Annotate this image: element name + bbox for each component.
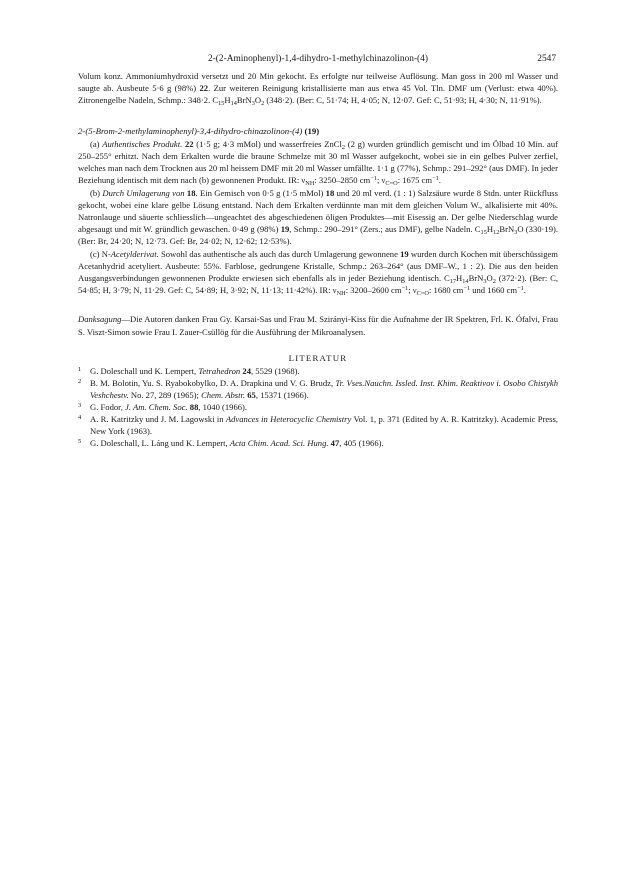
reference-item: 1 G. Doleschall und K. Lempert, Tetrahedron 24, 5529 (1968). <box>78 365 300 376</box>
intro-paragraph: Volum konz. Ammoniumhydroxid versetzt und 20 Min gekocht. Es erfolgte nur teilweise Auflösung. Man goss in 200 ml Wasser und saugte ab. Ausbeute 5·6 g (98%) 22. Zur weiteren Reinigung kristallisierte man aus etwa 45 Vol. Tln. DMF um (Verlust: etwa 40%). Zitronengelbe Nadeln, Schmp.: 348·2. $C_{15}H_{14}BrN_3O_2$ (348·2). (Ber: C, 51·74; H, 4·05; N, 12·07. Gef: C, 51·93; H, 4·30; N, 11·91%). <box>78 71 558 108</box>
acknowledgement: Danksagung—Die Autoren danken Frau Gy. Karsai-Sas und Frau M. Szirányi-Kiss für die Aufnahme der IR Spektren, Frl. K. Ófalvi, Frau S. Viszt-Simon sowie Frau I. Zauer-Csüllög für die Ausführung der Mikroanalysen. <box>78 314 558 337</box>
reference-item: 3 G. Fodor, J. Am. Chem. Soc. 88, 1040 (1966). <box>78 401 248 412</box>
section-heading: 2-(5-Brom-2-methylaminophenyl)-3,4-dihydro-chinazolinon-(4) (19) <box>78 125 320 136</box>
reference-item: 2 B. M. Bolotin, Yu. S. Ryabokobylko, D. A. Drapkina und V. G. Brudz, Tr. Vses.Nauchn. Issled. Inst. Khim. Reaktivov i. Osobo Chistykh Veshchestv. No. 27, 289 (1965); Chem. Abstr. 65, 15371 (1966). <box>78 377 558 400</box>
reference-list <box>78 365 558 449</box>
reference-item: 5 G. Doleschall, L. Láng und K. Lempert, Acta Chim. Acad. Sci. Hung. 47, 405 (1966). <box>78 437 384 448</box>
literature-heading: LITERATUR <box>288 352 348 363</box>
page-number: 2547 <box>537 54 556 64</box>
journal-page <box>78 54 558 449</box>
reference-item: 4 A. R. Katritzky und J. M. Lagowski in Advances in Heterocyclic Chemistry Vol. 1, p. 371 (Edited by A. R. Katritzky). Academic Press, New York (1963). <box>78 413 558 436</box>
running-head <box>78 54 558 70</box>
paragraph-a: (a) Authentisches Produkt. 22 (1·5 g; 4·3 mMol) und wasserfreies ZnCl$_2$ (2 g) wurden gründlich gemischt und im Ölbad 10 Min. auf 250–255° erhitzt. Nach dem Erkalten wurde die braune Schmelze mit 30 ml Wasser aufgekocht, wobei sie in ein gelbes Pulver zerfiel, welches man nach dem Trocknen aus 20 ml heissem DMF mit 20 ml Wasser umfällte. 1·1 g (77%), Schmp.: 291–292° (aus DMF). In jeder Beziehung identisch mit dem nach (b) gewonnenen Produkt. IR: $\nu_{NH}$: 3250–2850 $cm^{-1}$; $\nu_{C=O}$: 1675 $cm^{-1}$. <box>78 138 558 188</box>
running-title: 2-(2-Aminophenyl)-1,4-dihydro-1-methylchinazolinon-(4) <box>208 54 428 64</box>
paragraph-c: (c) N-Acetylderivat. Sowohl das authentische als auch das durch Umlagerung gewonnene 19 wurden durch Kochen mit überschüssigem Acetanhydrid acetyliert. Ausbeute: 55%. Farblose, gedrungene Kristalle, Schmp.: 263–264° (aus DMF–W., 1 : 2). Die aus den beiden Ausgangsverbindungen gewonnenen Produkte erwiesen sich ebenfalls als in jeder Beziehung identisch. $C_{17}H_{14}BrN_3O_2$ (372·2). (Ber: C, 54·85; H, 3·79; N, 11·29. Gef: C, 54·89; H, 3·92; N, 11·13; 11·42%). IR: $\nu_{NH}$: 3200–2600 $cm^{-1}$; $\nu_{C=O}$: 1680 $cm^{-1}$ und 1660 $cm^{-1}$. <box>78 248 559 298</box>
paragraph-b: (b) Durch Umlagerung von 18. Ein Gemisch von 0·5 g (1·5 mMol) 18 und 20 ml verd. (1 : 1) Salzsäure wurde 8 Stdn. unter Rückfluss gekocht, wobei eine klare gelbe Lösung entstand. Nach dem Erkalten verdünnte man mit dem gleichen Volum W., alkalisierte mit 40%. Natronlauge und säuerte schliesslich—ungeachtet des abgeschiedenen öligen Produktes—mit Eisessig an. Der gelbe Niederschlag wurde abgesaugt und mit W. gründlich gewaschen. 0·49 g (98%) 19, Schmp.: 290–291° (Zers.; aus DMF), gelbe Nadeln. $C_{15}H_{12}BrN_3O$ (330·19). (Ber: Br, 24·20; N, 12·73. Gef: Br, 24·02; N, 12·62; 12·53%). <box>78 187 559 247</box>
